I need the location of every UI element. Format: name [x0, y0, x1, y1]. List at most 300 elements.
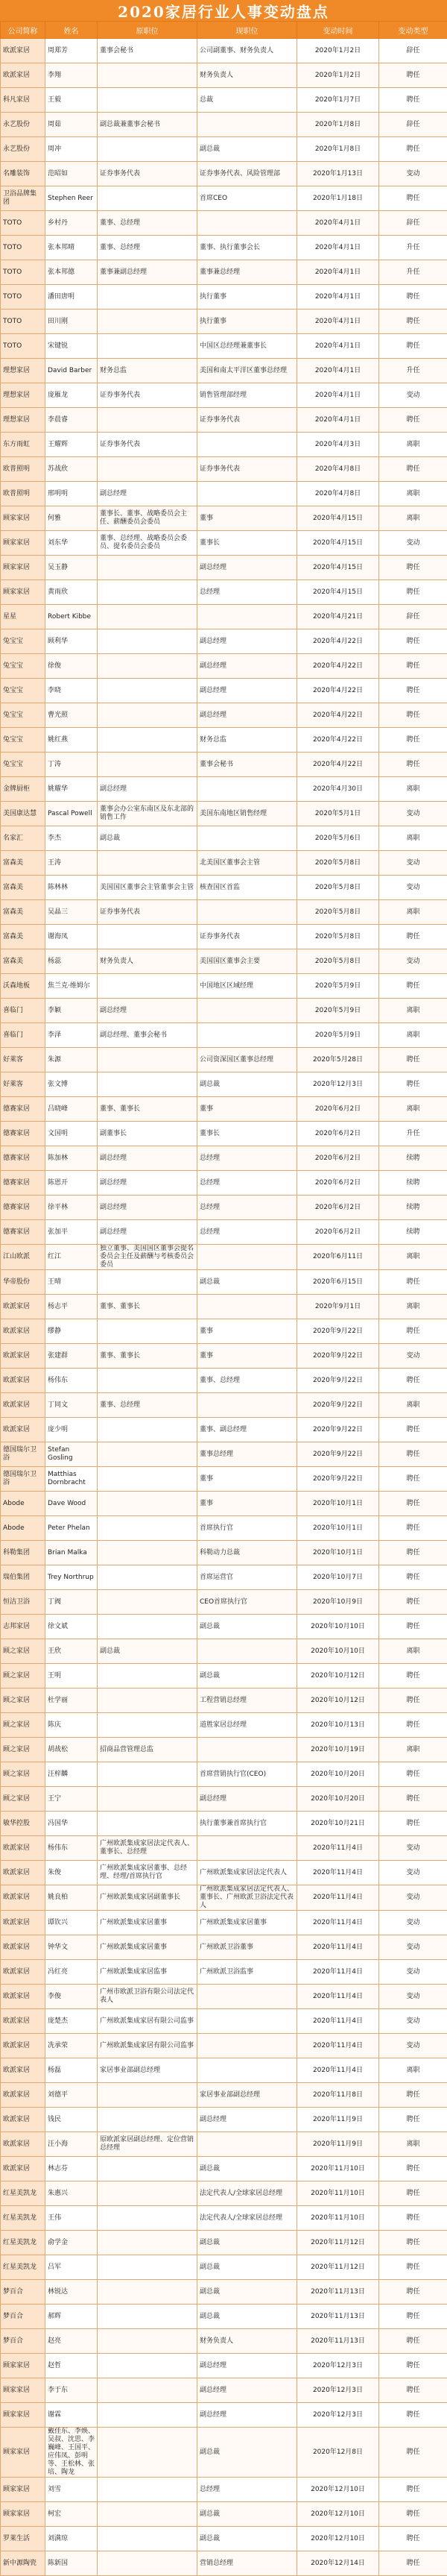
new-position-cell: 核查国区首监	[197, 876, 297, 900]
name-cell: Dave Wood	[45, 1492, 98, 1516]
table-row	[1, 408, 447, 433]
type-cell: 变动	[379, 531, 447, 556]
date-cell: 2020年11月4日	[297, 1960, 379, 1985]
table-row	[1, 531, 447, 556]
name-cell: Peter Phelan	[45, 1516, 98, 1541]
new-position-cell: 法定代表人/全球家居总经理	[197, 2206, 297, 2231]
old-position-cell	[98, 2551, 197, 2576]
company-cell: 顾之家居	[1, 1738, 45, 1762]
date-cell: 2020年5月8日	[297, 949, 379, 974]
old-position-cell	[98, 974, 197, 999]
date-cell: 2020年11月4日	[297, 2058, 379, 2083]
date-cell: 2020年10月19日	[297, 1738, 379, 1762]
name-cell: David Barber	[45, 359, 98, 383]
new-position-cell: 证券事务代表	[197, 408, 297, 433]
table-row	[1, 1171, 447, 1196]
company-cell: 顾家家居	[1, 556, 45, 580]
old-position-cell	[98, 334, 197, 359]
old-position-cell: 广州欧派集成家居法定代表人、董事长、总经理	[98, 1836, 197, 1861]
old-position-cell	[98, 2403, 197, 2428]
company-cell: 欧派家居	[1, 1295, 45, 1319]
new-position-cell: 副总裁	[197, 2428, 297, 2478]
type-cell: 聘任	[379, 2329, 447, 2354]
new-position-cell: 董事、总经理	[197, 1369, 297, 1393]
old-position-cell	[98, 2329, 197, 2354]
table-row	[1, 2058, 447, 2083]
company-cell: 兔宝宝	[1, 629, 45, 654]
old-position-cell	[98, 2428, 197, 2478]
name-cell: 李泽	[45, 1023, 98, 1048]
old-position-cell	[98, 2083, 197, 2108]
company-cell: 志邦家居	[1, 1615, 45, 1639]
name-cell: 吴晶三	[45, 900, 98, 925]
date-cell: 2020年11月4日	[297, 1911, 379, 1935]
name-cell: 李翔	[45, 63, 98, 88]
old-position-cell: 董事、总经理、战略委员会委员、提名委员会委员	[98, 531, 197, 556]
type-cell: 聘任	[379, 2378, 447, 2403]
company-cell: 欧派家居	[1, 2058, 45, 2083]
date-cell: 2020年12月10日	[297, 2502, 379, 2527]
company-cell: 兔宝宝	[1, 703, 45, 728]
table-row	[1, 359, 447, 383]
name-cell: 周郑芳	[45, 39, 98, 63]
name-cell: 李于东	[45, 2378, 98, 2403]
table-row	[1, 974, 447, 999]
date-cell: 2020年9月22日	[297, 1467, 379, 1492]
new-position-cell	[197, 482, 297, 506]
old-position-cell: 董事、总经理	[98, 211, 197, 236]
company-cell: 永艺股份	[1, 113, 45, 137]
company-cell: 欧派家居	[1, 63, 45, 88]
type-cell: 变动	[379, 1911, 447, 1935]
old-position-cell	[98, 728, 197, 753]
type-cell: 聘任	[379, 1072, 447, 1097]
table-row	[1, 900, 447, 925]
company-cell: 新中源陶瓷	[1, 2551, 45, 2576]
name-cell: 郝辉	[45, 2305, 98, 2329]
table-row	[1, 1861, 447, 1885]
new-position-cell: 首席执行官	[197, 1516, 297, 1541]
new-position-cell: 副总裁	[197, 1270, 297, 1295]
name-cell: 庞楚杰	[45, 2009, 98, 2034]
name-cell: 王伟	[45, 2206, 98, 2231]
date-cell: 2020年10月10日	[297, 1639, 379, 1664]
old-position-cell	[98, 2108, 197, 2132]
old-position-cell: 广州欧派集成家居副董事长	[98, 1885, 197, 1911]
company-cell: 欧派家居	[1, 1319, 45, 1344]
company-cell: 顾家家居	[1, 2502, 45, 2527]
old-position-cell: 董事会办公室东南区及东北部的销售工作	[98, 802, 197, 826]
old-position-cell: 副总经理	[98, 482, 197, 506]
date-cell: 2020年1月8日	[297, 137, 379, 162]
old-position-cell	[98, 1590, 197, 1615]
new-position-cell: 总经理	[197, 2478, 297, 2502]
table-row	[1, 457, 447, 482]
date-cell: 2020年4月30日	[297, 777, 379, 802]
new-position-cell	[197, 900, 297, 925]
company-cell: 欧派家居	[1, 1935, 45, 1960]
company-cell: Abode	[1, 1516, 45, 1541]
new-position-cell: 董事	[197, 506, 297, 531]
company-cell: 好莱客	[1, 1072, 45, 1097]
new-position-cell: 副总经理	[197, 2378, 297, 2403]
name-cell: 朱俊	[45, 1861, 98, 1885]
table-row	[1, 88, 447, 113]
company-cell: 欧派家居	[1, 1960, 45, 1985]
date-cell: 2020年11月9日	[297, 2108, 379, 2132]
company-cell: 欧派家居	[1, 1885, 45, 1911]
table-row	[1, 777, 447, 802]
type-cell: 聘任	[379, 1664, 447, 1688]
date-cell: 2020年4月1日	[297, 408, 379, 433]
type-cell: 聘任	[379, 2231, 447, 2255]
new-position-cell	[197, 999, 297, 1023]
name-cell: 柯宏	[45, 2502, 98, 2527]
type-cell: 变动	[379, 2034, 447, 2058]
header-date: 变动时间	[297, 22, 379, 39]
old-position-cell: 副总经理	[98, 1171, 197, 1196]
new-position-cell: 董事、执行董事会长	[197, 236, 297, 260]
new-position-cell: 证券事务代表	[197, 457, 297, 482]
date-cell: 2020年11月8日	[297, 2083, 379, 2108]
name-cell: Stephen Reer	[45, 186, 98, 211]
date-cell: 2020年4月22日	[297, 728, 379, 753]
new-position-cell	[197, 2132, 297, 2157]
date-cell: 2020年10月12日	[297, 1664, 379, 1688]
company-cell: 德赛家居	[1, 1196, 45, 1220]
name-cell: 丁涛	[45, 753, 98, 777]
company-cell: TOTO	[1, 260, 45, 285]
old-position-cell: 广州欧派集成家居董事	[98, 1911, 197, 1935]
date-cell: 2020年4月22日	[297, 753, 379, 777]
name-cell: 赵哲	[45, 2354, 98, 2378]
name-cell: 胡战松	[45, 1738, 98, 1762]
name-cell: 文国明	[45, 1122, 98, 1146]
new-position-cell	[197, 1738, 297, 1762]
date-cell: 2020年5月8日	[297, 851, 379, 876]
table-row	[1, 1885, 447, 1911]
company-cell: 德赛家居	[1, 1146, 45, 1171]
old-position-cell	[98, 1072, 197, 1097]
name-cell: 陈林林	[45, 876, 98, 900]
table-row	[1, 826, 447, 851]
table-row	[1, 999, 447, 1023]
type-cell: 聘任	[379, 334, 447, 359]
new-position-cell: 公司资深国区董事总经理	[197, 1048, 297, 1072]
company-cell: 喜临门	[1, 999, 45, 1023]
table-row	[1, 1295, 447, 1319]
new-position-cell: 副总裁	[197, 1072, 297, 1097]
table-row	[1, 2034, 447, 2058]
type-cell: 聘任	[379, 1516, 447, 1541]
date-cell: 2020年9月22日	[297, 1344, 379, 1369]
type-cell: 离职	[379, 777, 447, 802]
company-cell: 顾家家居	[1, 506, 45, 531]
new-position-cell: 家居事业部副总经理	[197, 2083, 297, 2108]
old-position-cell	[98, 408, 197, 433]
old-position-cell: 证券事务代表	[98, 383, 197, 408]
name-cell: 张建群	[45, 1344, 98, 1369]
date-cell: 2020年11月13日	[297, 2280, 379, 2305]
page-title: 2020家居行业人事变动盘点	[0, 0, 447, 21]
new-position-cell: 总经理	[197, 1146, 297, 1171]
table-row	[1, 1639, 447, 1664]
date-cell: 2020年10月10日	[297, 1615, 379, 1639]
name-cell: 戴佳东、李焕、吴叔、沈思、李巍峰、王国平、应伟凤、彭明等、王松林、张培、陶龙	[45, 2428, 98, 2478]
company-cell: TOTO	[1, 285, 45, 310]
table-row	[1, 2280, 447, 2305]
new-position-cell	[197, 1295, 297, 1319]
name-cell: 吕军	[45, 2255, 98, 2280]
old-position-cell: 家居事业部副总经理	[98, 2058, 197, 2083]
type-cell: 聘任	[379, 88, 447, 113]
type-cell: 聘任	[379, 1787, 447, 1812]
new-position-cell: 首席运营官	[197, 1565, 297, 1590]
table-row	[1, 1467, 447, 1492]
name-cell: Matthias Dornbracht	[45, 1467, 98, 1492]
table-row	[1, 186, 447, 211]
type-cell: 聘任	[379, 1442, 447, 1467]
type-cell: 变动	[379, 1344, 447, 1369]
company-cell: TOTO	[1, 310, 45, 334]
date-cell: 2020年4月22日	[297, 629, 379, 654]
old-position-cell	[98, 2305, 197, 2329]
old-position-cell	[98, 2527, 197, 2551]
table-row	[1, 2527, 447, 2551]
new-position-cell: 副总裁	[197, 2527, 297, 2551]
name-cell: 丁阀	[45, 1590, 98, 1615]
company-cell: 梦百合	[1, 2305, 45, 2329]
old-position-cell	[98, 629, 197, 654]
name-cell: 朱惠兴	[45, 2181, 98, 2206]
company-cell: 欧派家居	[1, 1369, 45, 1393]
table-row	[1, 2206, 447, 2231]
name-cell: 丁同文	[45, 1393, 98, 1418]
new-position-cell: 副总经理	[197, 2403, 297, 2428]
date-cell: 2020年4月22日	[297, 679, 379, 703]
old-position-cell: 财务总监	[98, 359, 197, 383]
date-cell: 2020年12月10日	[297, 2478, 379, 2502]
new-position-cell: 北美国区董事会主管	[197, 851, 297, 876]
date-cell: 2020年11月4日	[297, 1861, 379, 1885]
old-position-cell	[98, 1492, 197, 1516]
name-cell: 张加平	[45, 1220, 98, 1245]
type-cell: 聘任	[379, 2502, 447, 2527]
date-cell: 2020年5月8日	[297, 900, 379, 925]
table-row	[1, 2255, 447, 2280]
type-cell: 变动	[379, 1960, 447, 1985]
type-cell: 聘任	[379, 2305, 447, 2329]
type-cell: 聘任	[379, 2181, 447, 2206]
new-position-cell: 美国和南太平洋区董事总经理	[197, 359, 297, 383]
table-row	[1, 2132, 447, 2157]
table-row	[1, 1023, 447, 1048]
table-row	[1, 1713, 447, 1738]
date-cell: 2020年5月28日	[297, 1048, 379, 1072]
header-old-position: 原职位	[98, 22, 197, 39]
company-cell: 敏华控股	[1, 1812, 45, 1836]
type-cell: 升任	[379, 1122, 447, 1146]
table-row	[1, 1146, 447, 1171]
company-cell: 欧派家居	[1, 1418, 45, 1442]
name-cell: 陈新国	[45, 2551, 98, 2576]
company-cell: 沃森地板	[1, 974, 45, 999]
company-cell: 德赛家居	[1, 1171, 45, 1196]
name-cell: 陈恩开	[45, 1171, 98, 1196]
date-cell: 2020年4月15日	[297, 580, 379, 605]
company-cell: 好莱客	[1, 1048, 45, 1072]
type-cell: 聘任	[379, 556, 447, 580]
old-position-cell: 董事兼副总经理	[98, 260, 197, 285]
table-row	[1, 162, 447, 186]
date-cell: 2020年4月21日	[297, 605, 379, 629]
date-cell: 2020年1月8日	[297, 113, 379, 137]
table-row	[1, 679, 447, 703]
company-cell: 顾之家居	[1, 1688, 45, 1713]
company-cell: 欧派家居	[1, 39, 45, 63]
company-cell: 德赛家居	[1, 1122, 45, 1146]
type-cell: 聘任	[379, 2083, 447, 2108]
name-cell: 赵亮	[45, 2329, 98, 2354]
new-position-cell	[197, 113, 297, 137]
date-cell: 2020年10月13日	[297, 1713, 379, 1738]
name-cell: 冯国华	[45, 1812, 98, 1836]
type-cell: 变动	[379, 1885, 447, 1911]
company-cell: 科凡家居	[1, 88, 45, 113]
old-position-cell: 证券事务代表	[98, 433, 197, 457]
new-position-cell	[197, 2034, 297, 2058]
type-cell: 聘任	[379, 728, 447, 753]
table-row	[1, 925, 447, 949]
table-row	[1, 1344, 447, 1369]
new-position-cell: 工程营销总经理	[197, 1688, 297, 1713]
table-row	[1, 876, 447, 900]
date-cell: 2020年1月2日	[297, 39, 379, 63]
date-cell: 2020年4月22日	[297, 703, 379, 728]
type-cell: 聘任	[379, 137, 447, 162]
type-cell: 聘任	[379, 2157, 447, 2181]
company-cell: 欧派家居	[1, 1985, 45, 2009]
type-cell: 离职	[379, 2058, 447, 2083]
table-row	[1, 2305, 447, 2329]
table-row	[1, 654, 447, 679]
table-row	[1, 1565, 447, 1590]
old-position-cell: 财务负责人	[98, 949, 197, 974]
table-row	[1, 1812, 447, 1836]
old-position-cell	[98, 1812, 197, 1836]
table-row	[1, 1664, 447, 1688]
old-position-cell: 广州市欧派卫浴有限公司法定代表人	[98, 1985, 197, 2009]
new-position-cell: 营销总经理	[197, 2551, 297, 2576]
date-cell: 2020年12月3日	[297, 1072, 379, 1097]
table-row	[1, 2551, 447, 2576]
company-cell: Abode	[1, 1492, 45, 1516]
new-position-cell: 中国区总经理兼董事长	[197, 334, 297, 359]
company-cell: 兔宝宝	[1, 654, 45, 679]
type-cell: 聘任	[379, 2255, 447, 2280]
table-row	[1, 1985, 447, 2009]
name-cell: Trey Northrup	[45, 1565, 98, 1590]
date-cell: 2020年6月11日	[297, 1245, 379, 1270]
type-cell: 聘任	[379, 457, 447, 482]
table-row	[1, 39, 447, 63]
old-position-cell: 广州欧派集成家居董事、总经理、经理/首席执行官	[98, 1861, 197, 1885]
table-row	[1, 1196, 447, 1220]
name-cell: Robert Kibbe	[45, 605, 98, 629]
old-position-cell	[98, 654, 197, 679]
old-position-cell: 董事、董事长	[98, 1097, 197, 1122]
type-cell: 升任	[379, 236, 447, 260]
date-cell: 2020年4月15日	[297, 556, 379, 580]
type-cell: 变动	[379, 162, 447, 186]
new-position-cell: 副总经理	[197, 556, 297, 580]
type-cell: 聘任	[379, 1270, 447, 1295]
old-position-cell: 副总经理	[98, 1196, 197, 1220]
new-position-cell	[197, 1639, 297, 1664]
old-position-cell	[98, 2255, 197, 2280]
table-row	[1, 2009, 447, 2034]
table-row	[1, 605, 447, 629]
new-position-cell: 道胜家居总经理	[197, 1713, 297, 1738]
old-position-cell	[98, 2354, 197, 2378]
new-position-cell: 副总裁	[197, 1664, 297, 1688]
new-position-cell: 董事	[197, 1492, 297, 1516]
date-cell: 2020年12月10日	[297, 2527, 379, 2551]
type-cell: 聘任	[379, 753, 447, 777]
new-position-cell: 执行董事兼首席执行官	[197, 1812, 297, 1836]
old-position-cell: 原欧派家居副总经理、定位营销总经理	[98, 2132, 197, 2157]
table-row	[1, 285, 447, 310]
name-cell: 杨磊	[45, 2058, 98, 2083]
table-row	[1, 1072, 447, 1097]
date-cell: 2020年4月1日	[297, 359, 379, 383]
new-position-cell: 副总裁	[197, 1615, 297, 1639]
new-position-cell: 董事长	[197, 531, 297, 556]
date-cell: 2020年10月7日	[297, 1565, 379, 1590]
new-position-cell: 销售管理部经理	[197, 383, 297, 408]
name-cell: 焦兰克·维姆尔	[45, 974, 98, 999]
table-row	[1, 1516, 447, 1541]
name-cell: 杜学丽	[45, 1688, 98, 1713]
name-cell: 林志芬	[45, 2157, 98, 2181]
old-position-cell: 副总经理	[98, 777, 197, 802]
date-cell: 2020年5月9日	[297, 974, 379, 999]
table-row	[1, 2181, 447, 2206]
name-cell: 周冲	[45, 137, 98, 162]
company-cell: 卫浴品牌集团	[1, 186, 45, 211]
type-cell: 聘任	[379, 1048, 447, 1072]
table-row	[1, 2083, 447, 2108]
company-cell: 兔宝宝	[1, 679, 45, 703]
table-row	[1, 753, 447, 777]
company-cell: 顾之家居	[1, 1664, 45, 1688]
type-cell: 变动	[379, 1861, 447, 1885]
name-cell: 王毅	[45, 88, 98, 113]
new-position-cell: 科勒动力总裁	[197, 1541, 297, 1565]
old-position-cell	[98, 1319, 197, 1344]
date-cell: 2020年4月1日	[297, 211, 379, 236]
date-cell: 2020年10月20日	[297, 1762, 379, 1787]
old-position-cell	[98, 556, 197, 580]
table-row	[1, 506, 447, 531]
name-cell: 王耀辉	[45, 433, 98, 457]
old-position-cell: 董事、总经理	[98, 1393, 197, 1418]
date-cell: 2020年4月1日	[297, 260, 379, 285]
company-cell: 德国瑞尔卫浴	[1, 1442, 45, 1467]
table-row	[1, 1270, 447, 1295]
table-row	[1, 482, 447, 506]
table-row	[1, 310, 447, 334]
